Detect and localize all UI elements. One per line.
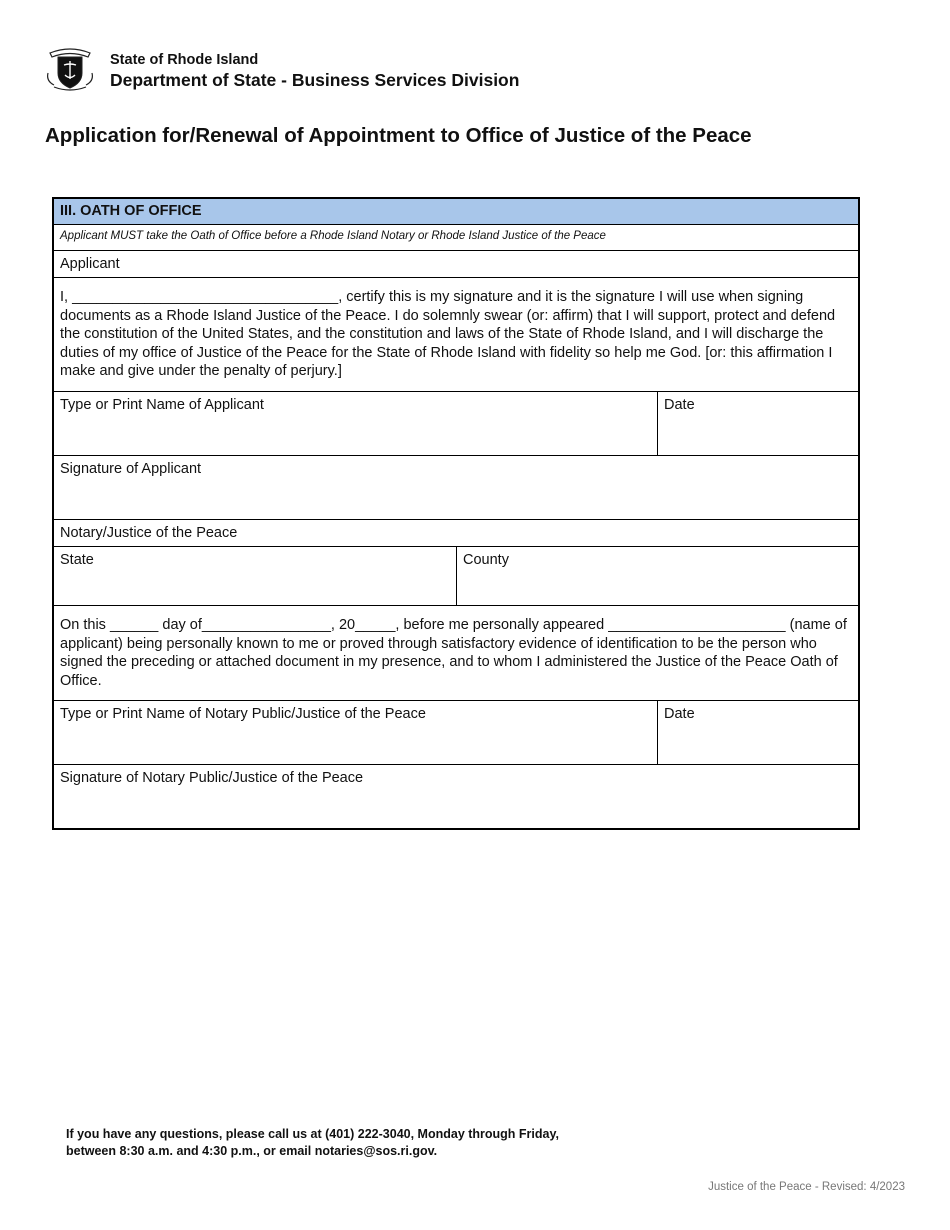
applicant-name-field[interactable] xyxy=(54,392,658,455)
notary-signature-label: Signature of Notary Public/Justice of the Peace xyxy=(60,770,364,787)
county-field[interactable] xyxy=(457,547,858,605)
notary-date-label: Date xyxy=(664,706,695,723)
page-header xyxy=(44,43,519,93)
applicant-label: Applicant xyxy=(60,256,120,272)
notary-label: Notary/Justice of the Peace xyxy=(60,524,238,541)
state-label: State xyxy=(60,551,94,568)
acknowledgment-text: On this ______ day of________________, 20_____, before me personally appeared ______________________ (name of applicant) being personally known to me or proved through satisfactory evidence of identification to be the person who signed the preceding or attached document in my presence, and to whom I administered the Justice of the Peace Oath of Office. xyxy=(60,616,847,689)
contact-note xyxy=(66,1126,559,1160)
contact-line-2: between 8:30 a.m. and 4:30 p.m., or email notaries@sos.ri.gov. xyxy=(66,1144,438,1158)
applicant-name-label: Type or Print Name of Applicant xyxy=(60,396,264,413)
revision-note: Justice of the Peace - Revised: 4/2023 xyxy=(708,1181,905,1193)
applicant-date-label: Date xyxy=(664,396,695,413)
applicant-signature-field[interactable] xyxy=(54,456,858,519)
applicant-date-field[interactable] xyxy=(658,392,858,455)
notary-name-field[interactable] xyxy=(54,701,658,764)
oath-of-office-form xyxy=(52,197,860,830)
contact-line-1: If you have any questions, please call us at (401) 222-3040, Monday through Friday, xyxy=(66,1127,559,1141)
state-seal-icon xyxy=(44,43,96,93)
section-heading: III. OATH OF OFFICE xyxy=(54,199,858,224)
notary-date-field[interactable] xyxy=(658,701,858,764)
county-label: County xyxy=(463,551,509,568)
page-title: Application for/Renewal of Appointment to Office of Justice of the Peace xyxy=(45,124,752,147)
section-instruction: Applicant MUST take the Oath of Office before a Rhode Island Notary or Rhode Island Justice of the Peace xyxy=(60,230,606,242)
department-name: Department of State - Business Services Division xyxy=(110,70,520,90)
applicant-signature-label: Signature of Applicant xyxy=(60,460,202,477)
notary-name-label: Type or Print Name of Notary Public/Justice of the Peace xyxy=(60,706,426,723)
state-name: State of Rhode Island xyxy=(110,52,259,68)
oath-text: I, _________________________________, certify this is my signature and it is the signature I will use when signing documents as a Rhode Island Justice of the Peace. I do solemnly swear (or: affirm) that I will support, protect and defend the constitution of the United States, and the constitution and laws of the State of Rhode Island, and I will discharge the duties of my office of Justice of the Peace for the State of Rhode Island with fidelity so help me God. [or: this affirmation I make and give under the penalty of perjury.] xyxy=(60,289,836,380)
notary-signature-field[interactable] xyxy=(54,765,858,828)
state-field[interactable] xyxy=(54,547,457,605)
